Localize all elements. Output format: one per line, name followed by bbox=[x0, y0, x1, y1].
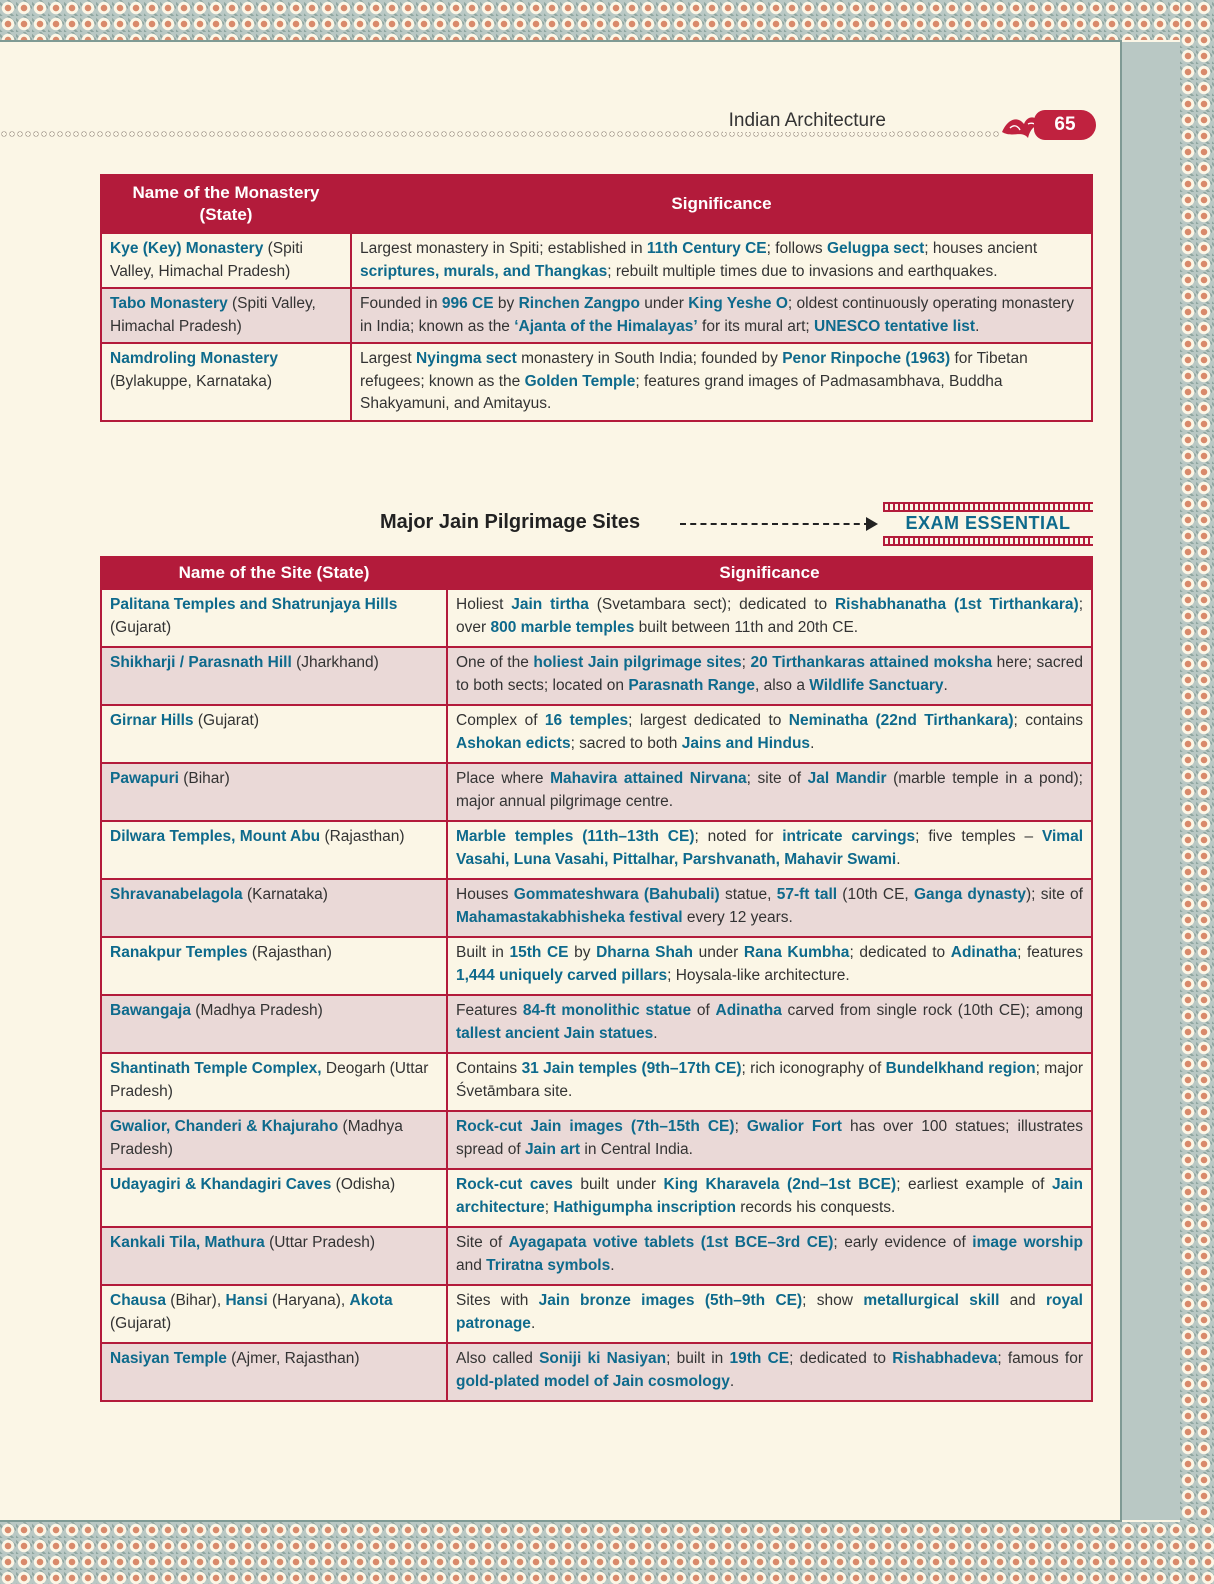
highlight-text: scriptures, murals, and Thangkas bbox=[360, 262, 608, 280]
highlight-text: Rishabhanatha (1st Tirthankara) bbox=[834, 596, 1079, 613]
table-row bbox=[101, 763, 1092, 821]
site-name-cell bbox=[101, 995, 447, 1053]
site-name-cell bbox=[101, 1169, 447, 1227]
text-segment: (Rajasthan) bbox=[320, 828, 405, 845]
text-segment: Contains bbox=[456, 1060, 522, 1077]
decorative-border-bottom bbox=[0, 1522, 1214, 1584]
highlight-text: Jain bronze images (5th–9th CE) bbox=[538, 1292, 803, 1309]
highlight-text: 84-ft monolithic statue bbox=[522, 1002, 692, 1019]
highlight-text: Rishabhadeva bbox=[892, 1350, 998, 1367]
table-row bbox=[101, 879, 1092, 937]
text-segment: (Bihar), bbox=[166, 1292, 226, 1309]
highlight-text: Girnar Hills bbox=[110, 712, 194, 729]
text-segment: ); site of bbox=[1026, 886, 1083, 903]
site-name-cell bbox=[101, 647, 447, 705]
text-segment: (Rajasthan) bbox=[247, 944, 332, 961]
text-segment: under bbox=[639, 295, 689, 312]
highlight-text: Gelugpa sect bbox=[826, 240, 925, 257]
text-segment: ; built in bbox=[666, 1350, 730, 1367]
highlight-text: Kankali Tila, Mathura bbox=[110, 1234, 265, 1251]
text-segment: ; dedicated to bbox=[789, 1350, 893, 1367]
text-segment: ; rebuilt multiple times due to invasions and earthquakes. bbox=[607, 262, 998, 280]
highlight-text: 996 CE bbox=[441, 295, 494, 312]
text-segment: for its mural art; bbox=[697, 317, 815, 335]
text-segment: ; follows bbox=[766, 240, 827, 257]
text-segment: under bbox=[693, 944, 744, 961]
text-segment: (Spiti Valley, Himachal Pradesh) bbox=[110, 240, 303, 280]
border-line-bottom bbox=[0, 1520, 1122, 1522]
text-segment: . bbox=[530, 1314, 536, 1332]
highlight-text: Hathigumpha inscription bbox=[553, 1198, 736, 1216]
monastery-table-body bbox=[101, 233, 1092, 421]
highlight-text: gold-plated model of Jain cosmology bbox=[456, 1372, 730, 1390]
highlight-text: Rana Kumbha bbox=[743, 944, 850, 961]
table-row bbox=[101, 937, 1092, 995]
text-segment: carved from single rock (10th CE); among bbox=[781, 1002, 1083, 1019]
site-name-cell bbox=[101, 233, 351, 288]
highlight-text: Namdroling Monastery bbox=[110, 350, 278, 367]
text-segment: (Gujarat) bbox=[193, 712, 260, 729]
highlight-text: Adinatha bbox=[950, 944, 1018, 961]
highlight-text: King Yeshe O bbox=[688, 295, 788, 312]
text-segment: (Bylakuppe, Karnataka) bbox=[110, 372, 272, 390]
text-segment: Founded in bbox=[360, 295, 442, 312]
site-name-cell bbox=[101, 937, 447, 995]
highlight-text: Bawangaja bbox=[110, 1002, 191, 1019]
text-segment: . bbox=[975, 317, 980, 335]
text-segment: (Ajmer, Rajasthan) bbox=[226, 1350, 360, 1367]
site-name-cell bbox=[101, 1053, 447, 1111]
text-segment: has over 100 statues; illustrates spread of bbox=[456, 1118, 1083, 1158]
highlight-text: Shantinath Temple Complex, bbox=[110, 1060, 322, 1077]
highlight-text: Ayagapata votive tablets (1st BCE–3rd CE) bbox=[508, 1234, 834, 1251]
text-segment: ; earliest example of bbox=[896, 1176, 1052, 1193]
site-name-cell bbox=[101, 763, 447, 821]
greek-key-pattern-top bbox=[883, 502, 1093, 512]
highlight-text: Parasnath Range bbox=[628, 676, 755, 694]
highlight-text: Soniji ki Nasiyan bbox=[539, 1350, 667, 1367]
text-segment: (Jharkhand) bbox=[291, 654, 379, 671]
text-segment: (Madhya Pradesh) bbox=[190, 1002, 323, 1019]
significance-cell bbox=[447, 763, 1092, 821]
text-segment: by bbox=[568, 944, 597, 961]
significance-cell bbox=[351, 233, 1092, 288]
highlight-text: 16 temples bbox=[544, 712, 629, 729]
text-segment: (marble temple in a pond); major annual pilgrimage centre. bbox=[456, 770, 1083, 810]
text-segment: . bbox=[943, 676, 948, 694]
greek-key-pattern-bottom bbox=[883, 536, 1093, 546]
highlight-text: 800 marble temples bbox=[490, 618, 635, 636]
significance-cell bbox=[447, 879, 1092, 937]
highlight-text: Ganga dynasty bbox=[913, 886, 1026, 903]
text-segment: ; site of bbox=[746, 770, 808, 787]
text-segment: ; five temples – bbox=[915, 828, 1042, 845]
highlight-text: Dilwara Temples, Mount Abu bbox=[110, 828, 321, 845]
text-segment: built between 11th and 20th CE. bbox=[634, 618, 859, 636]
text-segment: . bbox=[729, 1372, 735, 1390]
highlight-text: Jal Mandir bbox=[807, 770, 887, 787]
site-name-cell bbox=[101, 879, 447, 937]
significance-cell bbox=[447, 705, 1092, 763]
text-segment: One of the bbox=[456, 654, 534, 671]
table-row bbox=[101, 995, 1092, 1053]
highlight-text: 57-ft tall bbox=[776, 886, 838, 903]
highlight-text: Kye (Key) Monastery bbox=[110, 240, 264, 257]
highlight-text: 20 Tirthankaras attained moksha bbox=[750, 654, 993, 671]
highlight-text: Rock-cut caves bbox=[456, 1176, 573, 1193]
text-segment: monastery in South India; founded by bbox=[516, 350, 783, 367]
highlight-text: Gwalior, Chanderi & Khajuraho bbox=[110, 1118, 339, 1135]
text-segment: . bbox=[653, 1024, 658, 1042]
highlight-text: Nasiyan Temple bbox=[110, 1350, 227, 1367]
text-segment: . bbox=[896, 850, 901, 868]
text-segment: . bbox=[610, 1256, 615, 1274]
text-segment: (10th CE, bbox=[837, 886, 914, 903]
text-segment: Complex of bbox=[456, 712, 545, 729]
text-segment: of bbox=[691, 1002, 716, 1019]
highlight-text: Mahamastakabhisheka festival bbox=[456, 908, 683, 926]
text-segment: (Bihar) bbox=[178, 770, 230, 787]
column-header-name: Name of the Monastery (State) bbox=[101, 175, 351, 233]
highlight-text: holiest Jain pilgrimage sites bbox=[533, 654, 742, 671]
text-segment: built under bbox=[572, 1176, 664, 1193]
text-segment: (Odisha) bbox=[331, 1176, 396, 1193]
column-header-significance: Significance bbox=[351, 175, 1092, 233]
text-segment: ; houses ancient bbox=[924, 240, 1038, 257]
highlight-text: Nyingma sect bbox=[416, 350, 517, 367]
significance-cell bbox=[447, 1227, 1092, 1285]
page-header bbox=[0, 106, 1120, 142]
significance-cell bbox=[351, 288, 1092, 343]
text-segment: for Tibetan refugees; known as the bbox=[360, 350, 1028, 390]
significance-cell bbox=[447, 937, 1092, 995]
table-row bbox=[101, 705, 1092, 763]
highlight-text: King Kharavela (2nd–1st BCE) bbox=[663, 1176, 897, 1193]
highlight-text: 11th Century CE bbox=[646, 240, 767, 257]
highlight-text: UNESCO tentative list bbox=[814, 317, 976, 335]
monastery-table bbox=[100, 174, 1093, 422]
highlight-text: 31 Jain temples (9th–17th CE) bbox=[521, 1060, 742, 1077]
highlight-text: Triratna symbols bbox=[486, 1256, 611, 1274]
text-segment: ; rich iconography of bbox=[741, 1060, 886, 1077]
text-segment: here; sacred to both sects; located on bbox=[456, 654, 1083, 694]
column-header-significance: Significance bbox=[447, 557, 1092, 589]
highlight-text: Ranakpur Temples bbox=[110, 944, 248, 961]
column-header-name: Name of the Site (State) bbox=[101, 557, 447, 589]
highlight-text: Shikharji / Parasnath Hill bbox=[110, 654, 292, 671]
exam-essential-badge bbox=[883, 502, 1093, 546]
significance-cell bbox=[447, 589, 1092, 647]
table-row bbox=[101, 1111, 1092, 1169]
text-segment: ; over bbox=[456, 596, 1083, 636]
site-name-cell bbox=[101, 1111, 447, 1169]
highlight-text: Neminatha (22nd Tirthankara) bbox=[788, 712, 1014, 729]
text-segment: Largest monastery in Spiti; established in bbox=[360, 240, 647, 257]
text-segment: and bbox=[999, 1292, 1046, 1309]
highlight-text: Marble temples (11th–13th CE) bbox=[456, 828, 695, 845]
significance-cell bbox=[447, 1169, 1092, 1227]
text-segment: (Karnataka) bbox=[242, 886, 328, 903]
text-segment: (Madhya Pradesh) bbox=[110, 1118, 403, 1158]
text-segment: (Svetambara sect); dedicated to bbox=[588, 596, 835, 613]
text-segment: Houses bbox=[456, 886, 514, 903]
table-row bbox=[101, 233, 1092, 288]
jain-table-body bbox=[101, 589, 1092, 1401]
significance-cell bbox=[351, 343, 1092, 421]
highlight-text: royal patronage bbox=[456, 1292, 1083, 1332]
highlight-text: Gwalior Fort bbox=[746, 1118, 842, 1135]
highlight-text: metallurgical skill bbox=[863, 1292, 1000, 1309]
text-segment: ; early evidence of bbox=[833, 1234, 973, 1251]
significance-cell bbox=[447, 1285, 1092, 1343]
significance-cell bbox=[447, 1053, 1092, 1111]
highlight-text: Mahavira attained Nirvana bbox=[550, 770, 747, 787]
site-name-cell bbox=[101, 288, 351, 343]
table-row bbox=[101, 1053, 1092, 1111]
table-row bbox=[101, 647, 1092, 705]
text-segment: , also a bbox=[754, 676, 810, 694]
highlight-text: tallest ancient Jain statues bbox=[456, 1024, 654, 1042]
section-heading: Major Jain Pilgrimage Sites bbox=[380, 511, 641, 533]
highlight-text: Shravanabelagola bbox=[110, 886, 243, 903]
text-segment: statue, bbox=[719, 886, 777, 903]
text-segment: ; famous for bbox=[997, 1350, 1084, 1367]
text-segment: ; major Śvetāmbara site. bbox=[456, 1060, 1083, 1100]
text-segment: in Central India. bbox=[580, 1140, 693, 1158]
highlight-text: Udayagiri & Khandagiri Caves bbox=[110, 1176, 332, 1193]
text-segment: ; bbox=[544, 1198, 554, 1216]
text-segment: ; dedicated to bbox=[849, 944, 951, 961]
text-segment: Site of bbox=[456, 1234, 509, 1251]
text-segment: Also called bbox=[456, 1350, 540, 1367]
text-segment: . bbox=[810, 734, 815, 752]
highlight-text: Rock-cut Jain images (7th–15th CE) bbox=[456, 1118, 735, 1135]
table-row bbox=[101, 1169, 1092, 1227]
text-segment: (Spiti Valley, Himachal Pradesh) bbox=[110, 295, 316, 335]
text-segment: (Gujarat) bbox=[110, 618, 172, 636]
highlight-text: Adinatha bbox=[715, 1002, 782, 1019]
text-segment: Holiest bbox=[456, 596, 512, 613]
table-row bbox=[101, 1227, 1092, 1285]
highlight-text: 15th CE bbox=[509, 944, 569, 961]
text-segment: ; features grand images of Padmasambhava, Buddha Shakyamuni, and Amitayus. bbox=[360, 372, 1003, 412]
page-number: 65 bbox=[1034, 110, 1096, 140]
highlight-text: 19th CE bbox=[729, 1350, 790, 1367]
significance-cell bbox=[447, 1343, 1092, 1401]
text-segment: ; noted for bbox=[694, 828, 783, 845]
exam-essential-label: EXAM ESSENTIAL bbox=[905, 513, 1071, 533]
table-row bbox=[101, 589, 1092, 647]
highlight-text: Penor Rinpoche (1963) bbox=[782, 350, 951, 367]
site-name-cell bbox=[101, 821, 447, 879]
table-header-row bbox=[101, 175, 1092, 233]
text-segment: Deogarh (Uttar Pradesh) bbox=[110, 1060, 429, 1100]
text-segment: ; show bbox=[802, 1292, 864, 1309]
highlight-text: Jains and Hindus bbox=[681, 734, 811, 752]
site-name-cell bbox=[101, 589, 447, 647]
highlight-text: Bundelkhand region bbox=[885, 1060, 1036, 1077]
text-segment: (Uttar Pradesh) bbox=[264, 1234, 376, 1251]
table-row bbox=[101, 288, 1092, 343]
text-segment: Place where bbox=[456, 770, 551, 787]
highlight-text: Chausa bbox=[110, 1292, 166, 1309]
highlight-text: Rinchen Zangpo bbox=[518, 295, 640, 312]
highlight-text: image worship bbox=[972, 1234, 1083, 1251]
significance-cell bbox=[447, 821, 1092, 879]
highlight-text: Dharna Shah bbox=[596, 944, 694, 961]
highlight-text: Palitana Temples and Shatrunjaya Hills bbox=[110, 596, 398, 613]
significance-cell bbox=[447, 647, 1092, 705]
table-row bbox=[101, 343, 1092, 421]
highlight-text: Vimal Vasahi, Luna Vasahi, Pittalhar, Parshvanath, Mahavir Swami bbox=[456, 828, 1084, 868]
site-name-cell bbox=[101, 1343, 447, 1401]
text-segment: by bbox=[493, 295, 519, 312]
table-row bbox=[101, 1285, 1092, 1343]
decorative-border-right bbox=[1180, 0, 1214, 1584]
highlight-text: Gommateshwara (Bahubali) bbox=[513, 886, 720, 903]
highlight-text: Jain architecture bbox=[456, 1176, 1083, 1216]
highlight-text: Jain art bbox=[524, 1140, 581, 1158]
text-segment: (Gujarat) bbox=[110, 1314, 172, 1332]
text-segment: Features bbox=[456, 1002, 523, 1019]
highlight-text: Jain tirtha bbox=[511, 596, 589, 613]
table-row bbox=[101, 1343, 1092, 1401]
text-segment: ; bbox=[741, 654, 751, 671]
text-segment: ; contains bbox=[1013, 712, 1083, 729]
highlight-text: Golden Temple bbox=[524, 372, 636, 390]
text-segment: ; bbox=[734, 1118, 747, 1135]
decorative-border-top bbox=[0, 0, 1214, 40]
dashed-arrow-line bbox=[680, 523, 870, 525]
text-segment: and bbox=[456, 1256, 487, 1274]
text-segment: records his conquests. bbox=[735, 1198, 896, 1216]
text-segment: ; largest dedicated to bbox=[628, 712, 789, 729]
highlight-text: intricate carvings bbox=[782, 828, 916, 845]
text-segment: ; Hoysala-like architecture. bbox=[667, 966, 850, 984]
text-segment: Sites with bbox=[456, 1292, 539, 1309]
site-name-cell bbox=[101, 705, 447, 763]
significance-cell bbox=[447, 995, 1092, 1053]
text-segment: Built in bbox=[456, 944, 510, 961]
site-name-cell bbox=[101, 1227, 447, 1285]
border-line-top bbox=[0, 40, 1120, 42]
table-row bbox=[101, 821, 1092, 879]
highlight-text: Pawapuri bbox=[110, 770, 179, 787]
table-header-row bbox=[101, 557, 1092, 589]
highlight-text: Akota bbox=[349, 1292, 393, 1309]
text-segment: (Haryana), bbox=[267, 1292, 350, 1309]
site-name-cell bbox=[101, 1285, 447, 1343]
highlight-text: Hansi bbox=[225, 1292, 268, 1309]
highlight-text: 1,444 uniquely carved pillars bbox=[456, 966, 668, 984]
text-segment: every 12 years. bbox=[682, 908, 793, 926]
site-name-cell bbox=[101, 343, 351, 421]
highlight-text: Ashokan edicts bbox=[456, 734, 571, 752]
text-segment: Largest bbox=[360, 350, 417, 367]
header-title: Indian Architecture bbox=[723, 110, 892, 132]
arrow-head-icon bbox=[866, 517, 878, 531]
highlight-text: ‘Ajanta of the Himalayas’ bbox=[514, 317, 698, 335]
border-gutter-right bbox=[1122, 42, 1180, 1520]
text-segment: ; oldest continuously operating monastery in India; known as the bbox=[360, 295, 1074, 335]
jain-sites-table bbox=[100, 556, 1093, 1402]
highlight-text: Wildlife Sanctuary bbox=[809, 676, 944, 694]
significance-cell bbox=[447, 1111, 1092, 1169]
text-segment: ; sacred to both bbox=[570, 734, 682, 752]
text-segment: ; features bbox=[1017, 944, 1083, 961]
highlight-text: Tabo Monastery bbox=[110, 295, 228, 312]
